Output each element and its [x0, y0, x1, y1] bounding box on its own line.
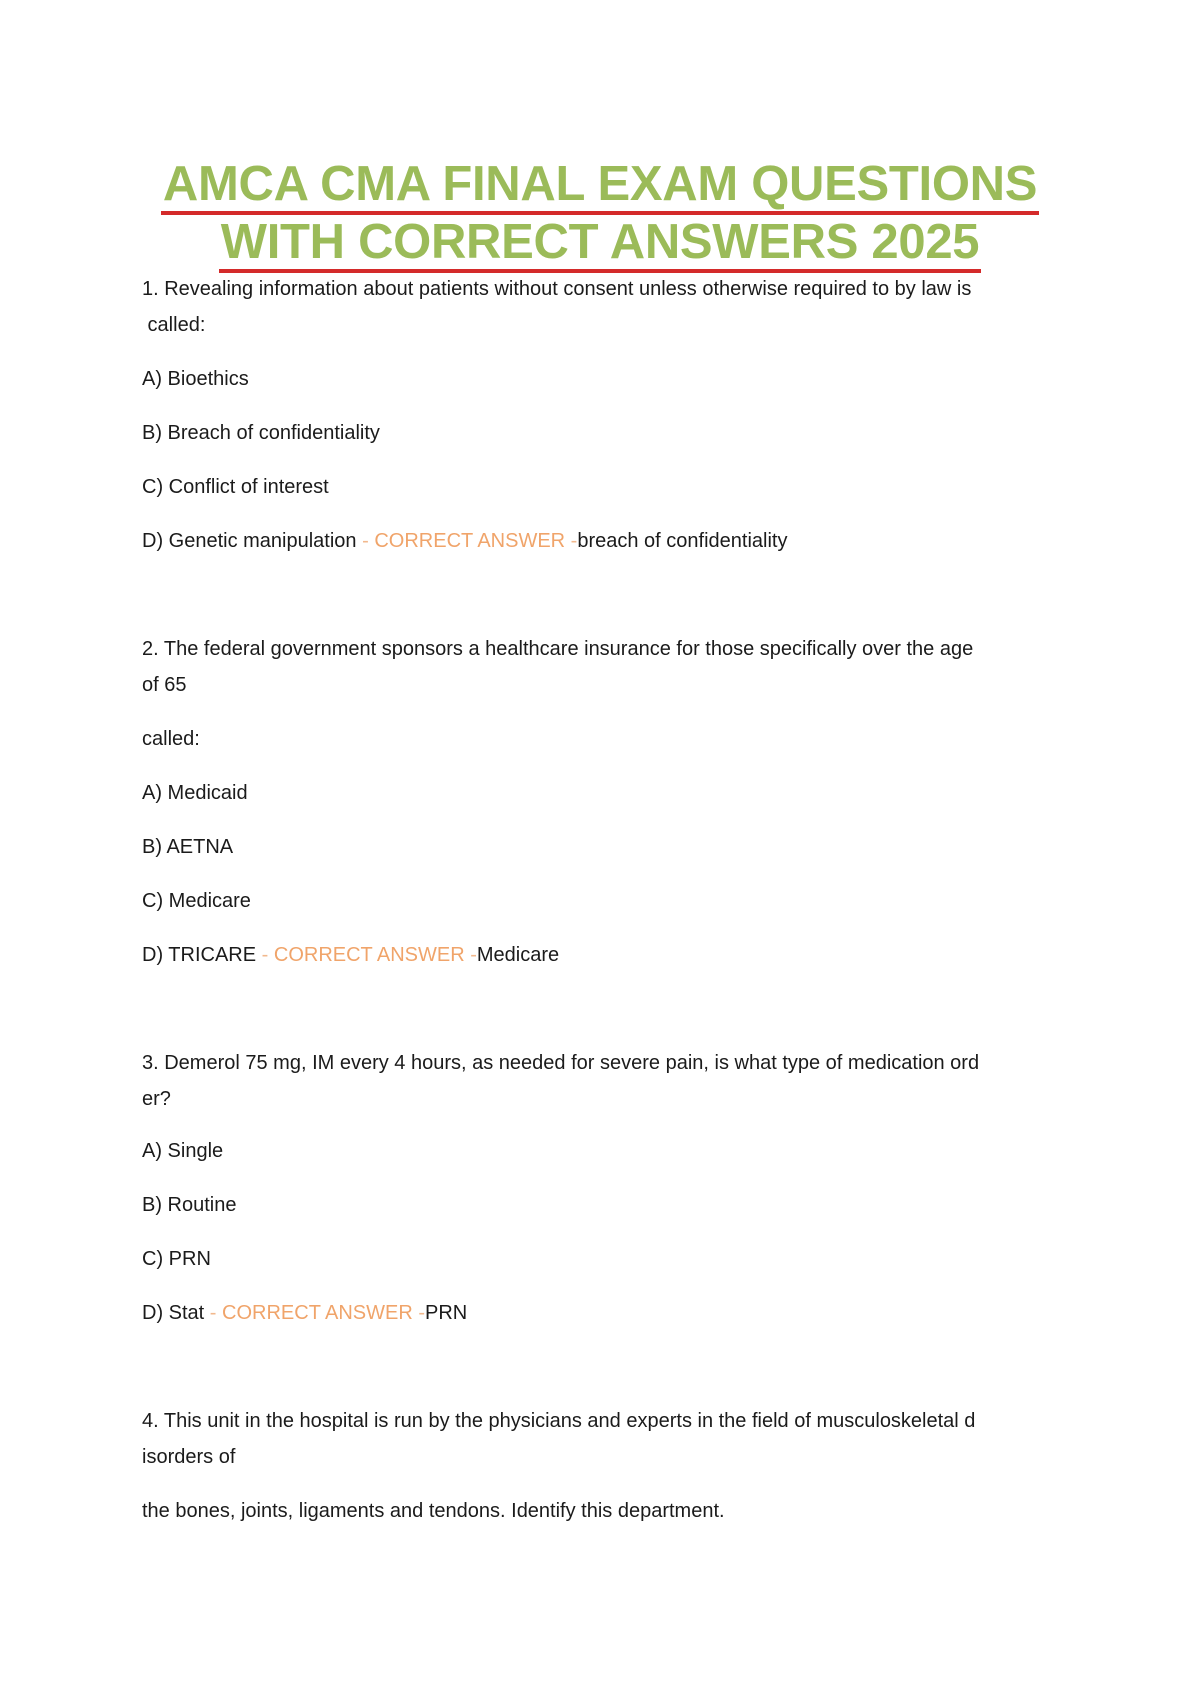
- question-3-option-b: B) Routine: [142, 1194, 237, 1216]
- title-line-1: AMCA CMA FINAL EXAM QUESTIONS: [0, 156, 1200, 215]
- question-4-text-cont: isorders of: [142, 1446, 236, 1468]
- question-3-text-cont: er?: [142, 1088, 171, 1110]
- option-d-label: D) TRICARE: [142, 944, 257, 966]
- question-2-text-cont-2: called:: [142, 728, 200, 750]
- correct-answer-marker: CORRECT ANSWER: [273, 944, 465, 966]
- correct-answer-marker: CORRECT ANSWER: [222, 1302, 413, 1324]
- question-2-text-cont: of 65: [142, 674, 187, 696]
- question-1-text: 1. Revealing information about patients without consent unless otherwise required to by law is: [142, 278, 972, 300]
- correct-answer-text: PRN: [425, 1302, 468, 1324]
- question-2-option-c: C) Medicare: [142, 890, 251, 912]
- question-1-option-a: A) Bioethics: [142, 368, 249, 390]
- question-3-text: 3. Demerol 75 mg, IM every 4 hours, as needed for severe pain, is what type of medication ord: [142, 1052, 980, 1074]
- question-2-option-d: D) TRICARE - CORRECT ANSWER -Medicare: [142, 944, 560, 966]
- question-4-text-cont-2: the bones, joints, ligaments and tendons. Identify this department.: [142, 1500, 725, 1522]
- question-1-option-c: C) Conflict of interest: [142, 476, 329, 498]
- question-2-option-a: A) Medicaid: [142, 782, 248, 804]
- question-2-option-b: B) AETNA: [142, 836, 234, 858]
- question-1-option-b: B) Breach of confidentiality: [142, 422, 380, 444]
- question-4-text: 4. This unit in the hospital is run by the physicians and experts in the field of musculoskeletal d: [142, 1410, 976, 1432]
- option-d-label: D) Genetic manipulation: [142, 530, 357, 552]
- correct-answer-text: Medicare: [476, 944, 560, 966]
- question-3-option-d: D) Stat - CORRECT ANSWER -PRN: [142, 1302, 468, 1324]
- question-1-option-d: D) Genetic manipulation - CORRECT ANSWER -breach of confidentiality: [142, 530, 788, 552]
- question-3-option-c: C) PRN: [142, 1248, 211, 1270]
- question-3-option-a: A) Single: [142, 1140, 224, 1162]
- question-1-text-cont: called:: [142, 314, 206, 336]
- correct-answer-marker: CORRECT ANSWER: [374, 530, 566, 552]
- question-2-text: 2. The federal government sponsors a healthcare insurance for those specifically over the age: [142, 638, 974, 660]
- option-d-label: D) Stat: [142, 1302, 205, 1324]
- title-line-2: WITH CORRECT ANSWERS 2025: [0, 214, 1200, 273]
- correct-answer-text: breach of confidentiality: [577, 530, 788, 552]
